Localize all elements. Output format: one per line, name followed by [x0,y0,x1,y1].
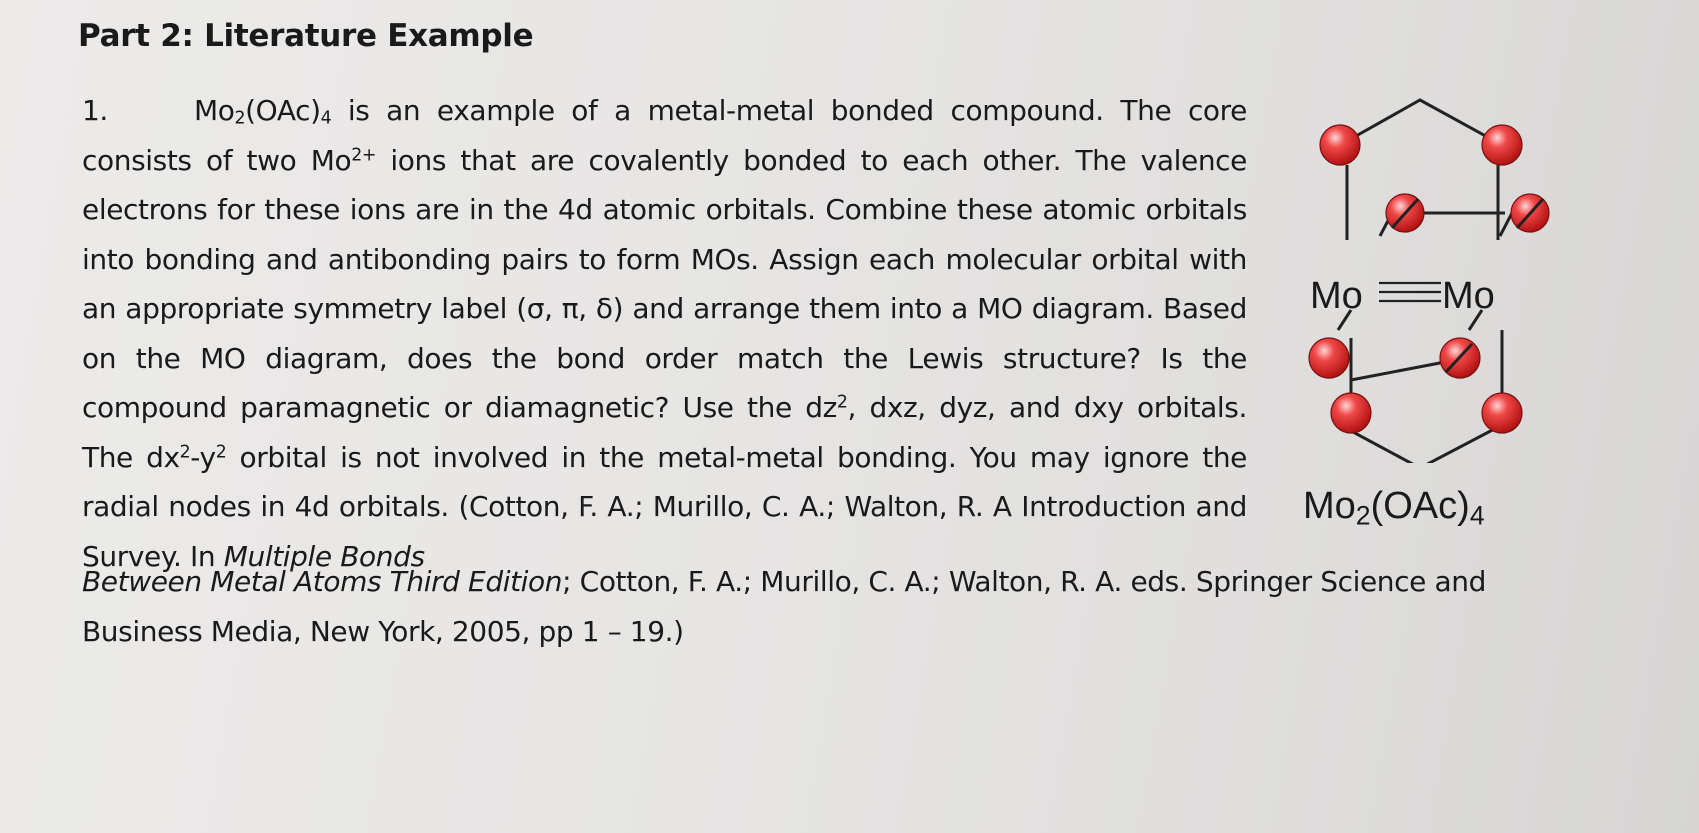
structure-caption [1303,485,1485,531]
question-text-5: orbital is not involved in the metal-metal bonding. You may ignore the radial nodes in 4d orbitals. (Cotton, F. A.; Murillo, C. A.; Walton, R. A Introduction and Survey. In [82,440,1248,573]
caption-sub1: 2 [1355,500,1371,531]
formula-sub1: 2 [234,108,246,129]
sup-b: 2 [179,441,191,462]
caption-mid: (OAc) [1370,485,1470,527]
mo-atom-right: Mo [1442,275,1495,317]
oxygen-atom [1320,125,1360,165]
ion-charge: 2+ [351,144,376,165]
question-text-1: is an example of a metal-metal bonded compound. The core consists of two Mo [82,94,1247,177]
question-paragraph-tail [82,557,1642,656]
citation-italic-1: Multiple Bonds [223,539,425,573]
triple-bond [1379,283,1441,301]
page-title: Part 2: Literature Example [78,18,534,54]
caption-main: Mo [1303,485,1356,527]
question-text-4: -y [190,440,216,474]
sup-c: 2 [215,441,227,462]
oxygen-atom [1482,393,1522,433]
question-text-2: ions that are covalently bonded to each other. The valence electrons for these ions are in the 4d atomic orbitals. Combine these atomic orbitals into bonding and antibonding pairs to form MOs. Assign each molecular orbital with an appropriate symmetry label (σ, π, δ) and arrange them into a MO diagram. Based on the MO diagram, does the bond order match the Lewis structure? Is the compound paramagnetic or diamagnetic? Use the dz [82,143,1247,424]
oxygen-atom [1482,125,1522,165]
formula-main: Mo [194,94,235,127]
caption-sub2: 4 [1469,500,1485,531]
citation-italic-2: Between Metal Atoms Third Edition [82,565,563,598]
question-text-7: Business Media, New York, 2005, pp 1 – 19.) [82,614,684,648]
oxygen-atom [1331,393,1371,433]
sup-a: 2 [836,392,848,413]
question-text-6: ; Cotton, F. A.; Murillo, C. A.; Walton, R. A. eds. Springer Science and [562,565,1486,598]
question-paragraph [82,86,1247,581]
formula-sub2: 4 [320,108,332,129]
formula-mid: (OAc) [245,94,321,127]
question-text-3: , dxz, dyz, and dxy orbitals. The dx [82,391,1247,474]
oxygen-atom [1309,338,1349,378]
mo2-oac4-structure [1270,88,1550,463]
mo-atom-left: Mo [1310,275,1363,317]
question-number: 1. [82,94,108,127]
